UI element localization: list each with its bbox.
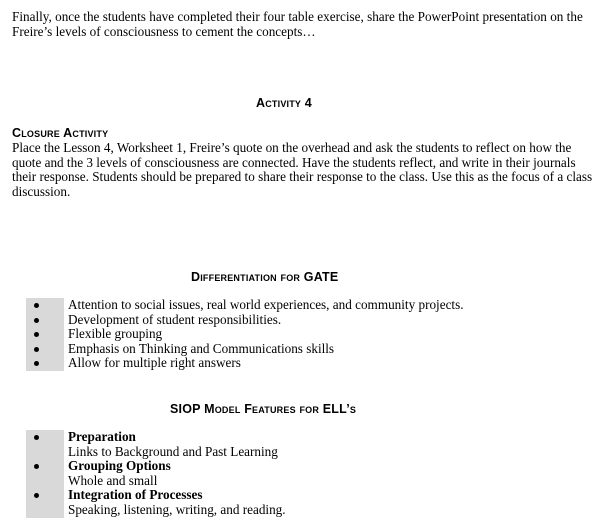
bullet-cell: [26, 298, 64, 313]
bullet-cell: [26, 313, 64, 328]
intro-paragraph: Finally, once the students have completed their four table exercise, share the PowerPoint presentation on the Freire’s levels of consciousness to cement the concepts…: [12, 9, 583, 39]
bullet-cell: [26, 503, 64, 518]
list-item-text: Development of student responsibilities.: [68, 311, 282, 327]
list-item-text: Emphasis on Thinking and Communications skills: [68, 340, 335, 356]
bullet-cell: [26, 488, 64, 503]
feature-detail: Links to Background and Past Learning: [68, 443, 278, 459]
bullet-icon: [34, 435, 39, 440]
feature-detail-row: [26, 445, 286, 460]
gate-differentiation-heading: Differentiation for GATE: [191, 270, 339, 284]
bullet-icon: [34, 493, 39, 498]
list-item-text: Allow for multiple right answers: [68, 355, 241, 371]
feature-detail-row: [26, 474, 286, 489]
list-item: [26, 298, 464, 313]
feature-detail: Whole and small: [68, 472, 158, 488]
feature-title-row: [26, 430, 286, 445]
bullet-icon: [34, 347, 39, 352]
bullet-cell: [26, 445, 64, 460]
feature-detail-row: [26, 503, 286, 518]
bullet-cell: [26, 459, 64, 474]
list-item: [26, 342, 464, 357]
closure-activity-paragraph: Place the Lesson 4, Worksheet 1, Freire’s quote on the overhead and ask the students to reflect on how the quote and the 3 levels of consciousness are connected. Have the students reflect, and write in their journals their response. Students should be prepared to share their response to the class. Use this as the focus of a class discussion.: [12, 140, 593, 199]
bullet-cell: [26, 342, 64, 357]
siop-features-list: [26, 430, 286, 518]
bullet-icon: [34, 303, 39, 308]
bullet-cell: [26, 327, 64, 342]
feature-title-row: [26, 459, 286, 474]
bullet-icon: [34, 332, 39, 337]
closure-activity-heading: Closure Activity: [12, 126, 109, 140]
list-item: [26, 327, 464, 342]
list-item-text: Attention to social issues, real world experiences, and community projects.: [68, 297, 464, 312]
list-item: [26, 313, 464, 328]
activity-heading: Activity 4: [256, 96, 312, 110]
bullet-icon: [34, 361, 39, 366]
bullet-cell: [26, 474, 64, 489]
feature-title-row: [26, 488, 286, 503]
feature-detail: Speaking, listening, writing, and reading.: [68, 501, 286, 517]
bullet-cell: [26, 430, 64, 445]
gate-differentiation-list: [26, 298, 464, 371]
feature-title: Preparation: [68, 429, 136, 444]
feature-title: Grouping Options: [68, 458, 171, 474]
bullet-icon: [34, 464, 39, 469]
feature-title: Integration of Processes: [68, 487, 203, 503]
siop-features-heading: SIOP Model Features for ELL’s: [170, 402, 357, 416]
list-item: [26, 356, 464, 371]
bullet-icon: [34, 318, 39, 323]
list-item-text: Flexible grouping: [68, 326, 163, 342]
bullet-cell: [26, 356, 64, 371]
